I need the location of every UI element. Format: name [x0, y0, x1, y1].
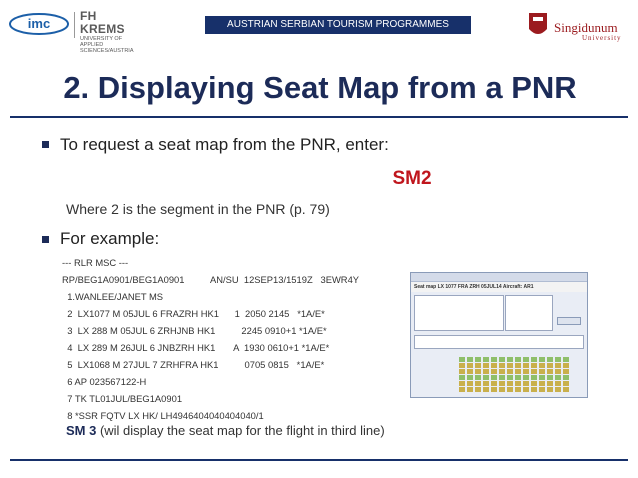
thumbnail-titlebar: [411, 273, 587, 282]
singidunum-subtitle: University: [582, 34, 622, 42]
thumbnail-seat-list-pane: [505, 295, 553, 331]
fh-subtitle: UNIVERSITY OF APPLIED SCIENCES/AUSTRIA: [80, 36, 134, 54]
seat-row: [459, 375, 569, 380]
programme-banner: AUSTRIAN SERBIAN TOURISM PROGRAMMES: [205, 16, 471, 34]
pnr-display: [62, 254, 359, 424]
fh-krems-logo: [80, 10, 140, 54]
sm3-example: [66, 423, 385, 438]
pnr-line: 6 AP 023567122-H: [62, 376, 147, 387]
bullet-square-icon: [42, 141, 49, 148]
thumbnail-options-pane: [414, 335, 584, 349]
seat-row: [459, 381, 569, 386]
pnr-line: 5 LX1068 M 27JUL 7 ZRHFRA HK1 0705 0815 *1A/E*: [62, 359, 325, 370]
pnr-line: --- RLR MSC ---: [62, 257, 129, 268]
thumbnail-seat-legend-pane: [414, 295, 504, 331]
thumbnail-seatmap-header: Seat map LX 1077 FRA ZRH 05JUL14 Aircraft: AR1: [411, 282, 587, 292]
sm3-command: SM 3: [66, 423, 97, 438]
pnr-line: 3 LX 288 M 05JUL 6 ZRHJNB HK1 2245 0910+1 *1A/E*: [62, 325, 327, 336]
bullet-request-seatmap: To request a seat map from the PNR, enter:: [60, 135, 389, 154]
logo-divider: [74, 12, 75, 38]
seatmap-screenshot-thumbnail: [410, 272, 588, 398]
title-divider: [10, 116, 628, 118]
svg-text:imc: imc: [27, 16, 51, 31]
pnr-line: RP/BEG1A0901/BEG1A0901 AN/SU 12SEP13/1519Z 3EWR4Y: [62, 274, 360, 285]
imc-logo: [8, 12, 70, 36]
seat-row: [459, 357, 569, 362]
seat-row: [459, 369, 569, 374]
thumbnail-button: [557, 317, 581, 325]
pnr-line: 2 LX1077 M 05JUL 6 FRAZRH HK1 1 2050 2145 *1A/E*: [62, 308, 325, 319]
pnr-line: 1.WANLEE/JANET MS: [62, 291, 164, 302]
pnr-line: 4 LX 289 M 26JUL 6 JNBZRH HK1 A 1930 0610+1 *1A/E*: [62, 342, 330, 353]
fh-title: FH KREMS: [80, 9, 125, 36]
seat-row: [459, 363, 569, 368]
segment-explanation: Where 2 is the segment in the PNR (p. 79): [66, 201, 330, 217]
singidunum-name: Singidunum: [554, 20, 618, 35]
pnr-line: 7 TK TL01JUL/BEG1A0901: [62, 393, 183, 404]
slide-header: [0, 0, 638, 54]
sm3-note: (wil display the seat map for the flight in third line): [96, 423, 385, 438]
bullet-for-example: For example:: [60, 229, 160, 248]
command-sm2: SM2: [392, 168, 432, 189]
seat-row: [459, 387, 569, 392]
pnr-line: 8 *SSR FQTV LX HK/ LH4946404040404040/1: [62, 410, 264, 421]
slide-title: 2. Displaying Seat Map from a PNR: [63, 70, 577, 105]
footer-divider: [10, 459, 628, 461]
thumbnail-seat-grid: [459, 357, 569, 393]
bullet-square-icon: [42, 236, 49, 243]
